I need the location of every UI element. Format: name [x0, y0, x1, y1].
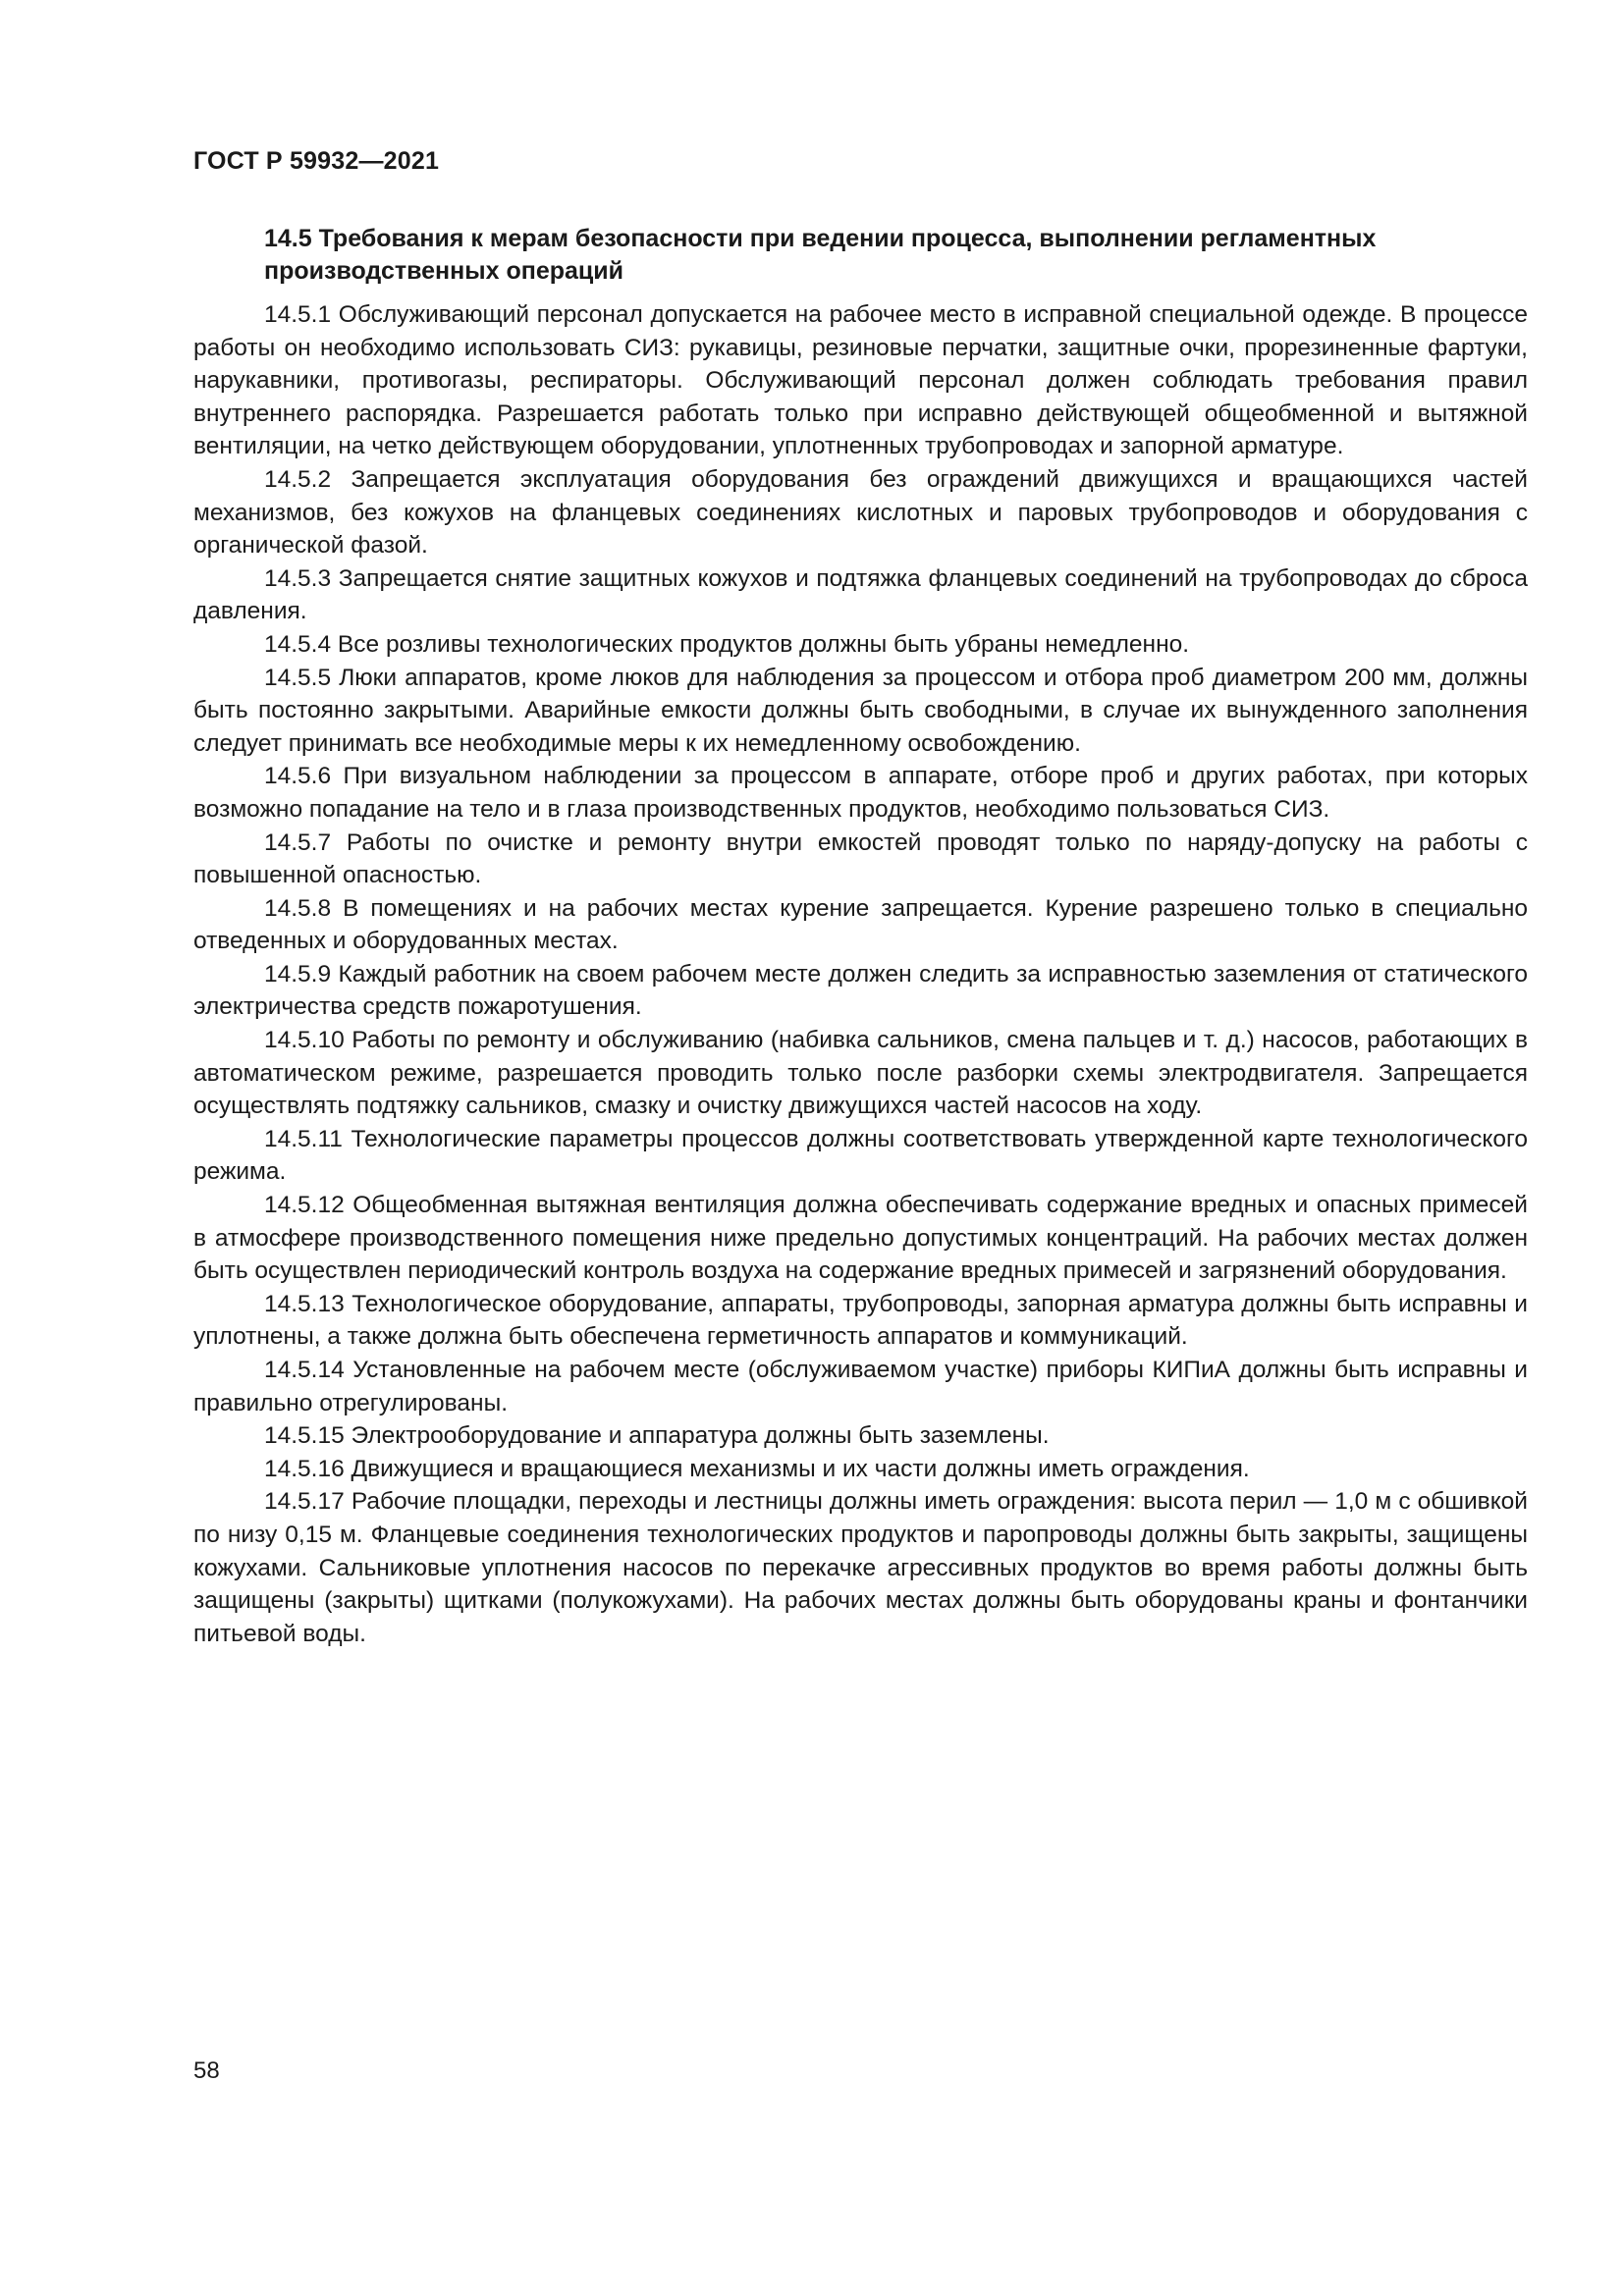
paragraph-14-5-14: 14.5.14 Установленные на рабочем месте (обслуживаемом участке) приборы КИПиА должны быть исправны и правильно отрегулированы. [193, 1357, 1528, 1416]
paragraph-14-5-5: 14.5.5 Люки аппаратов, кроме люков для наблюдения за процессом и отбора проб диаметром 200 мм, должны быть постоянно закрытыми. Аварийные емкости должны быть свободными, в случае их вынужденного заполнения следует принимать все необходимые меры к их немедленному освобождению. [193, 664, 1528, 757]
paragraph-14-5-2: 14.5.2 Запрещается эксплуатация оборудования без ограждений движущихся и вращающихся частей механизмов, без кожухов на фланцевых соединениях кислотных и паровых трубопроводов и оборудования с органической фазой. [193, 465, 1528, 560]
document-standard-code: ГОСТ Р 59932—2021 [193, 147, 440, 175]
page-number: 58 [193, 2057, 220, 2084]
page-content [193, 223, 1528, 1650]
paragraph-14-5-9: 14.5.9 Каждый работник на своем рабочем месте должен следить за исправностью заземления от статического электричества средств пожаротушения. [193, 960, 1528, 1021]
paragraph-14-5-16: 14.5.16 Движущиеся и вращающиеся механизмы и их части должны иметь ограждения. [264, 1455, 1250, 1482]
paragraph-14-5-17: 14.5.17 Рабочие площадки, переходы и лестницы должны иметь ограждения: высота перил — 1,0 м с обшивкой по низу 0,15 м. Фланцевые соединения технологических продуктов и паропроводы должны быть закрыты, защищены кожухами. Сальниковые уплотнения насосов по перекачке агрессивных продуктов во время работы должны быть защищены (закрыты) щитками (полукожухами). На рабочих местах должны быть оборудованы краны и фонтанчики питьевой воды. [193, 1488, 1528, 1647]
paragraph-14-5-1: 14.5.1 Обслуживающий персонал допускается на рабочее место в исправной специальной одежде. В процессе работы он необходимо использовать СИЗ: рукавицы, резиновые перчатки, защитные очки, прорезиненные фартуки, нарукавники, противогазы, респираторы. Обслуживающий персонал должен соблюдать требования правил внутреннего распорядка. Разрешается работать только при исправно действующей общеобменной и вытяжной вентиляции, на четко действующем оборудовании, уплотненных трубопроводах и запорной арматуре. [193, 301, 1528, 460]
section-title: 14.5 Требования к мерам безопасности при ведении процесса, выполнении регламентных производственных операций [264, 225, 1377, 285]
paragraph-14-5-8: 14.5.8 В помещениях и на рабочих местах курение запрещается. Курение разрешено только в специально отведенных и оборудованных местах. [193, 894, 1528, 955]
paragraph-14-5-15: 14.5.15 Электрооборудование и аппаратура должны быть заземлены. [264, 1422, 1050, 1450]
paragraph-14-5-12: 14.5.12 Общеобменная вытяжная вентиляция должна обеспечивать содержание вредных и опасных примесей в атмосфере производственного помещения ниже предельно допустимых концентраций. На рабочих местах должен быть осуществлен периодический контроль воздуха на содержание вредных примесей и загрязнений оборудования. [193, 1192, 1528, 1285]
paragraph-14-5-6: 14.5.6 При визуальном наблюдении за процессом в аппарате, отборе проб и других работах, при которых возможно попадание на тело и в глаза производственных продуктов, необходимо пользоваться СИЗ. [193, 763, 1528, 823]
paragraph-14-5-3: 14.5.3 Запрещается снятие защитных кожухов и подтяжка фланцевых соединений на трубопроводах до сброса давления. [193, 564, 1528, 625]
paragraph-14-5-7: 14.5.7 Работы по очистке и ремонту внутри емкостей проводят только по наряду-допуску на работы с повышенной опасностью. [193, 828, 1528, 889]
paragraph-14-5-11: 14.5.11 Технологические параметры процессов должны соответствовать утвержденной карте технологического режима. [193, 1125, 1528, 1186]
paragraph-14-5-10: 14.5.10 Работы по ремонту и обслуживанию (набивка сальников, смена пальцев и т. д.) насосов, работающих в автоматическом режиме, разрешается проводить только после разборки схемы электродвигателя. Запрещается осуществлять подтяжку сальников, смазку и очистку движущихся частей насосов на ходу. [193, 1027, 1528, 1120]
paragraph-14-5-4: 14.5.4 Все розливы технологических продуктов должны быть убраны немедленно. [264, 630, 1190, 658]
paragraph-14-5-13: 14.5.13 Технологическое оборудование, аппараты, трубопроводы, запорная арматура должны быть исправны и уплотнены, а также должна быть обеспечена герметичность аппаратов и коммуникаций. [193, 1290, 1528, 1351]
